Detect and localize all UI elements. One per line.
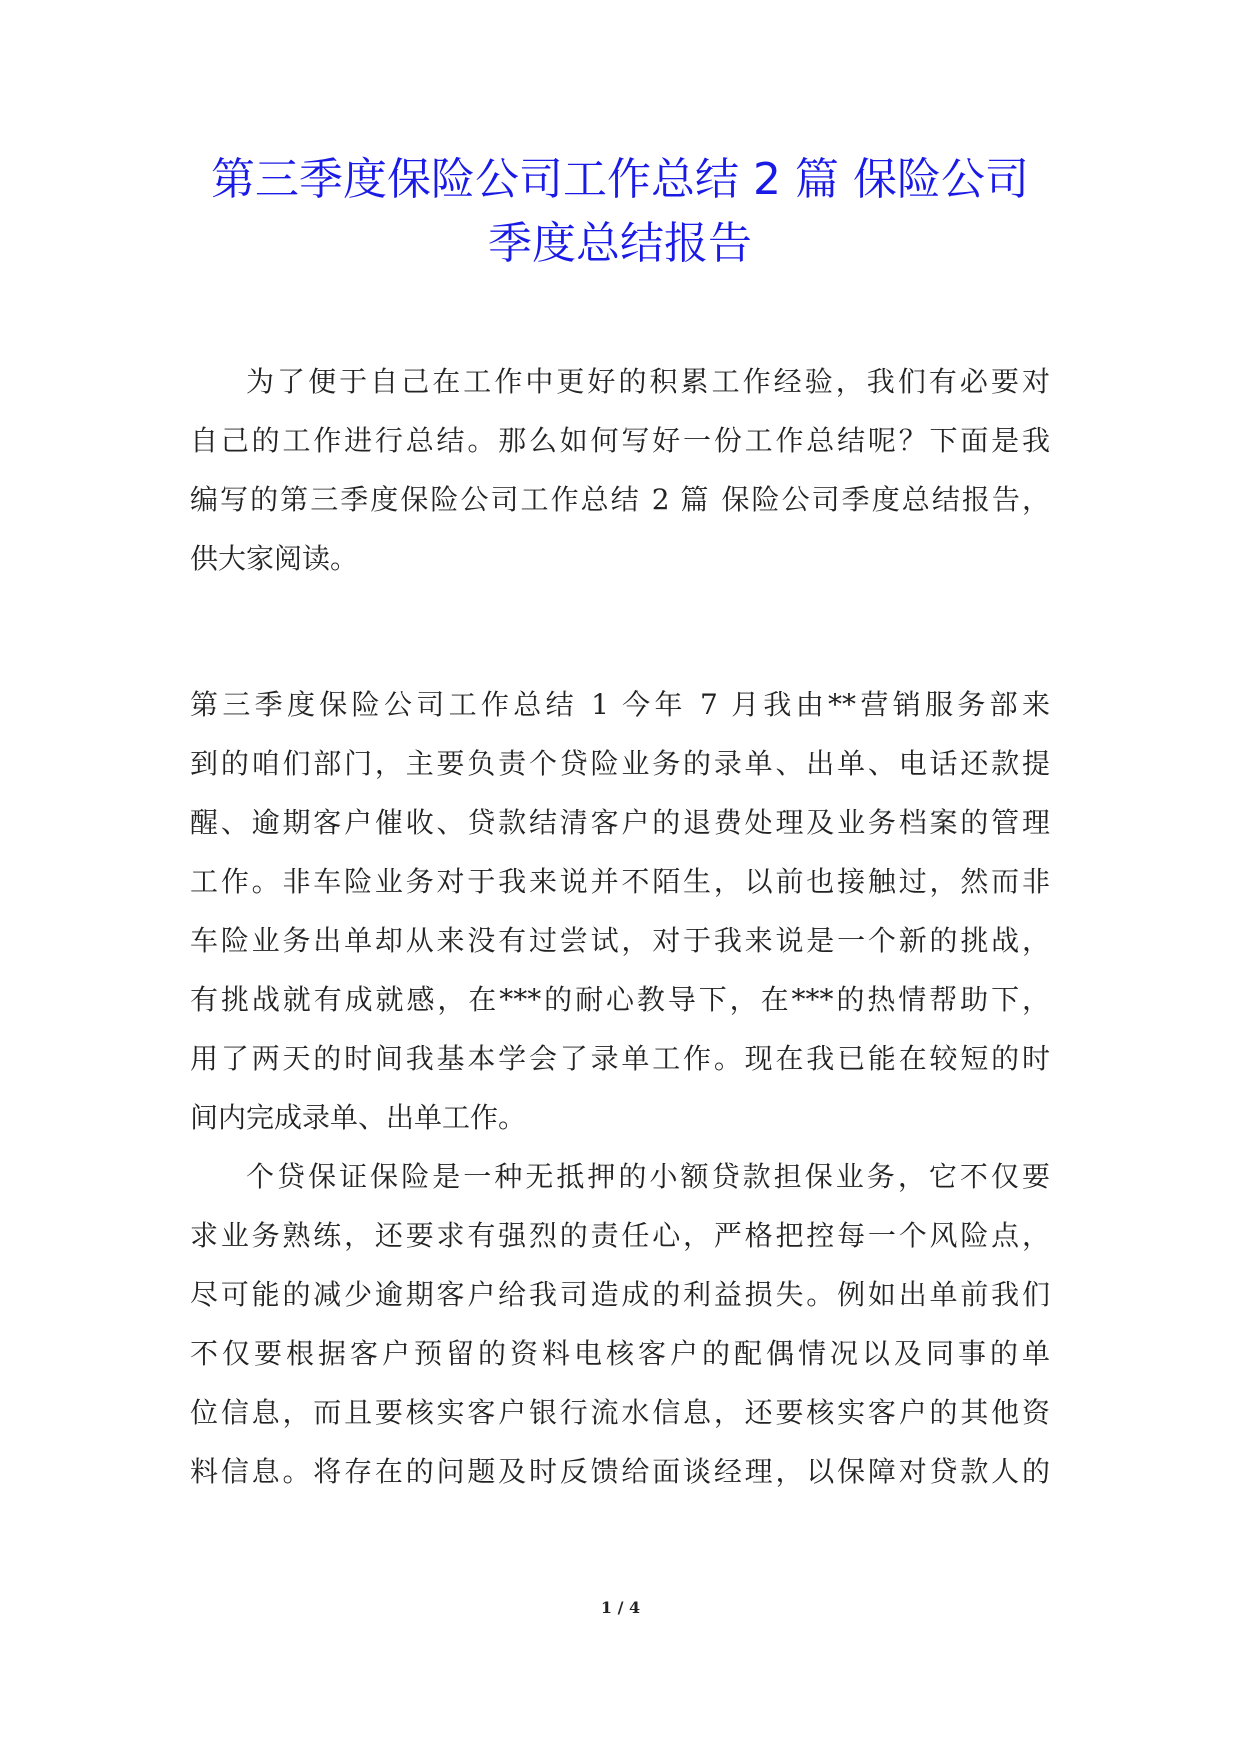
page-number: 1 / 4: [600, 1598, 641, 1617]
text-line: 为了便于自己在工作中更好的积累工作经验，我们有必要对: [246, 365, 1050, 398]
text-line: 车险业务出单却从来没有过尝试，对于我来说是一个新的挑战，: [190, 924, 1050, 957]
text-line: 自己的工作进行总结。那么如何写好一份工作总结呢？下面是我: [190, 424, 1050, 457]
text-line: 个贷保证保险是一种无抵押的小额贷款担保业务，它不仅要: [246, 1160, 1050, 1193]
text-line: 求业务熟练，还要求有强烈的责任心，严格把控每一个风险点，: [190, 1219, 1050, 1252]
text-line: 位信息，而且要核实客户银行流水信息，还要核实客户的其他资: [190, 1396, 1050, 1429]
intro-paragraph: [190, 352, 1050, 588]
text-line: 工作。非车险业务对于我来说并不陌生，以前也接触过，然而非: [190, 865, 1050, 898]
title-line: 第三季度保险公司工作总结 2 篇 保险公司: [211, 154, 1029, 205]
text-line: 间内完成录单、出单工作。: [190, 1101, 527, 1134]
document-title: [170, 148, 1070, 276]
text-line: 到的咱们部门，主要负责个贷险业务的录单、出单、电话还款提: [190, 747, 1050, 780]
text-line: 供大家阅读。: [190, 542, 359, 575]
text-line: 尽可能的减少逾期客户给我司造成的利益损失。例如出单前我们: [190, 1278, 1050, 1311]
text-line: 醒、逾期客户催收、贷款结清客户的退费处理及业务档案的管理: [190, 806, 1050, 839]
text-line: 料信息。将存在的问题及时反馈给面谈经理，以保障对贷款人的: [190, 1455, 1050, 1488]
text-line: 用了两天的时间我基本学会了录单工作。现在我已能在较短的时: [190, 1042, 1050, 1075]
text-line: 有挑战就有成就感，在***的耐心教导下，在***的热情帮助下，: [190, 983, 1050, 1016]
section-1-body: [190, 675, 1050, 1501]
title-line: 季度总结报告: [488, 218, 752, 269]
text-line: 第三季度保险公司工作总结 1 今年 7 月我由**营销服务部来: [190, 688, 1050, 721]
text-line: 不仅要根据客户预留的资料电核客户的配偶情况以及同事的单: [190, 1337, 1050, 1370]
text-line: 编写的第三季度保险公司工作总结 2 篇 保险公司季度总结报告，: [190, 483, 1050, 516]
